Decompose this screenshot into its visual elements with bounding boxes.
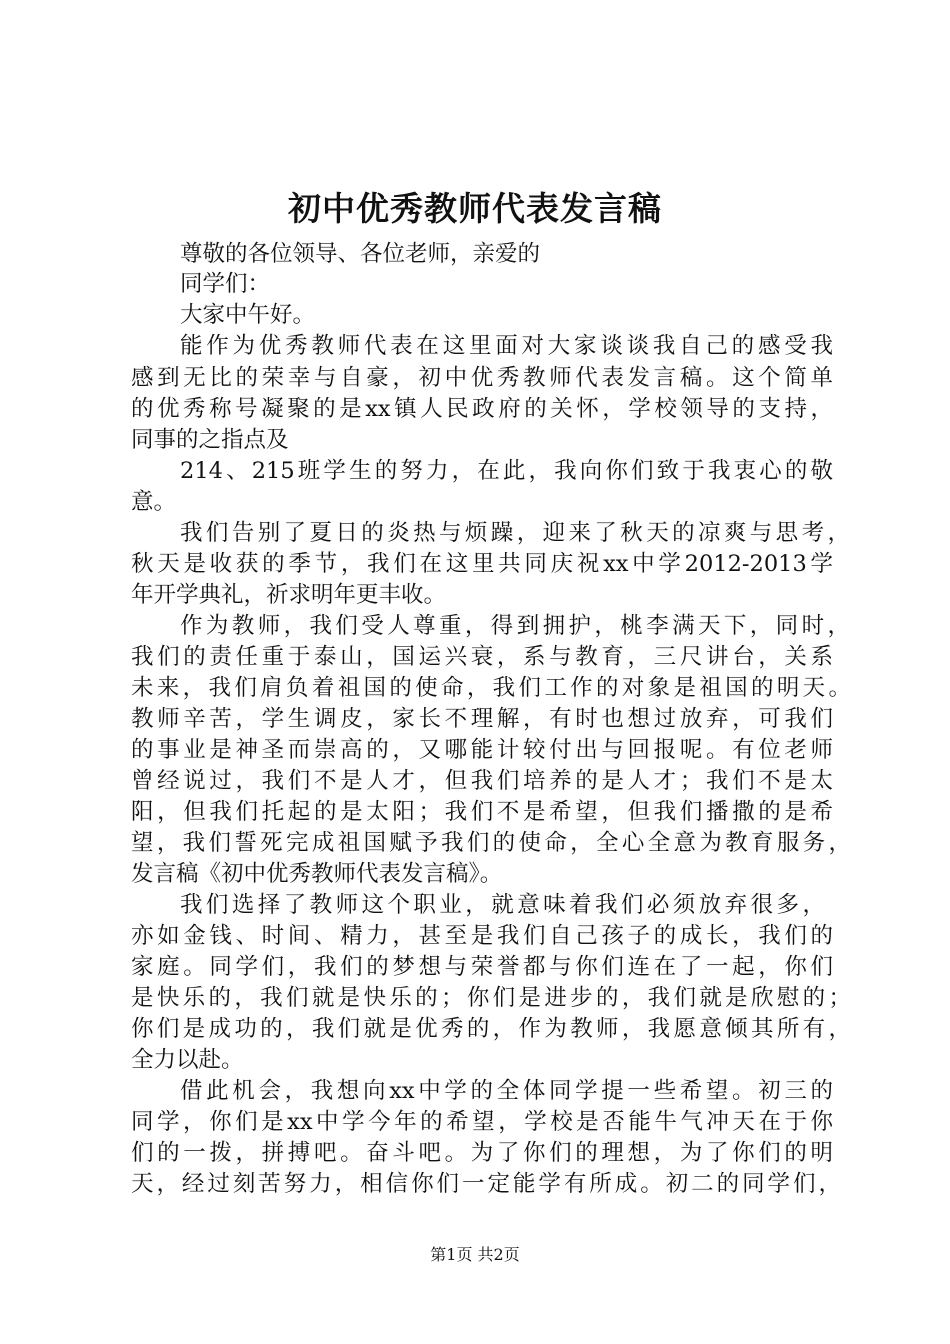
text-line: 曾经说过，我们不是人才，但我们培养的是人才；我们不是太 (131, 768, 833, 794)
text-line: 的优秀称号凝聚的是xx镇人民政府的关怀，学校领导的支持， (131, 396, 833, 422)
text-line: 214、215班学生的努力，在此，我向你们致于我衷心的敬 (180, 458, 833, 484)
text-line: 未来，我们肩负着祖国的使命，我们工作的对象是祖国的明天。 (131, 675, 851, 701)
text-line: 我们的责任重于泰山，国运兴衰，系与教育，三尺讲台，关系 (131, 644, 833, 670)
text-line: 作为教师，我们受人尊重，得到拥护，桃李满天下，同时， (180, 613, 850, 639)
text-line: 我们选择了教师这个职业，就意味着我们必须放弃很多， (180, 892, 825, 918)
text-line: 感到无比的荣幸与自豪，初中优秀教师代表发言稿。这个简单 (131, 365, 833, 391)
text-line: 天，经过刻苦努力，相信你们一定能学有所成。初二的同学们， (131, 1171, 841, 1197)
text-line: 年开学典礼，祈求明年更丰收。 (131, 582, 447, 608)
page-footer: 第1页 共2页 (430, 1245, 520, 1264)
text-line: 亦如金钱、时间、精力，甚至是我们自己孩子的成长，我们的 (131, 923, 833, 949)
text-line: 大家中午好。 (180, 302, 316, 328)
text-line: 同事的之指点及 (131, 427, 289, 453)
text-line: 同学，你们是xx中学今年的希望，学校是否能牛气冲天在于你 (131, 1109, 833, 1135)
text-line: 同学们： (180, 271, 271, 297)
text-line: 你们是成功的，我们就是优秀的，作为教师，我愿意倾其所有， (131, 1016, 851, 1042)
text-line: 家庭。同学们，我们的梦想与荣誉都与你们连在了一起，你们 (131, 954, 833, 980)
text-line: 尊敬的各位领导、各位老师，亲爱的 (180, 241, 541, 267)
text-line: 教师辛苦，学生调皮，家长不理解，有时也想过放弃，可我们 (131, 706, 833, 732)
text-line: 的事业是神圣而崇高的，又哪能计较付出与回报呢。有位老师 (131, 737, 833, 763)
text-line: 是快乐的，我们就是快乐的；你们是进步的，我们就是欣慰的； (131, 985, 851, 1011)
text-line: 秋天是收获的季节，我们在这里共同庆祝xx中学2012-2013学 (131, 551, 833, 577)
text-line: 望，我们誓死完成祖国赋予我们的使命，全心全意为教育服务， (131, 830, 851, 856)
text-line: 能作为优秀教师代表在这里面对大家谈谈我自己的感受我 (180, 333, 833, 359)
text-line: 意。 (131, 489, 177, 515)
text-line: 全力以赴。 (131, 1047, 244, 1073)
document-title: 初中优秀教师代表发言稿 (288, 189, 662, 228)
text-line: 们的一拨，拼搏吧。奋斗吧。为了你们的理想，为了你们的明 (131, 1140, 833, 1166)
text-line: 借此机会，我想向xx中学的全体同学提一些希望。初三的 (180, 1078, 833, 1104)
text-line: 阳，但我们托起的是太阳；我们不是希望，但我们播撒的是希 (131, 799, 833, 825)
text-line: 我们告别了夏日的炎热与烦躁，迎来了秋天的凉爽与思考， (180, 520, 850, 546)
text-line: 发言稿《初中优秀教师代表发言稿》。 (131, 861, 503, 887)
